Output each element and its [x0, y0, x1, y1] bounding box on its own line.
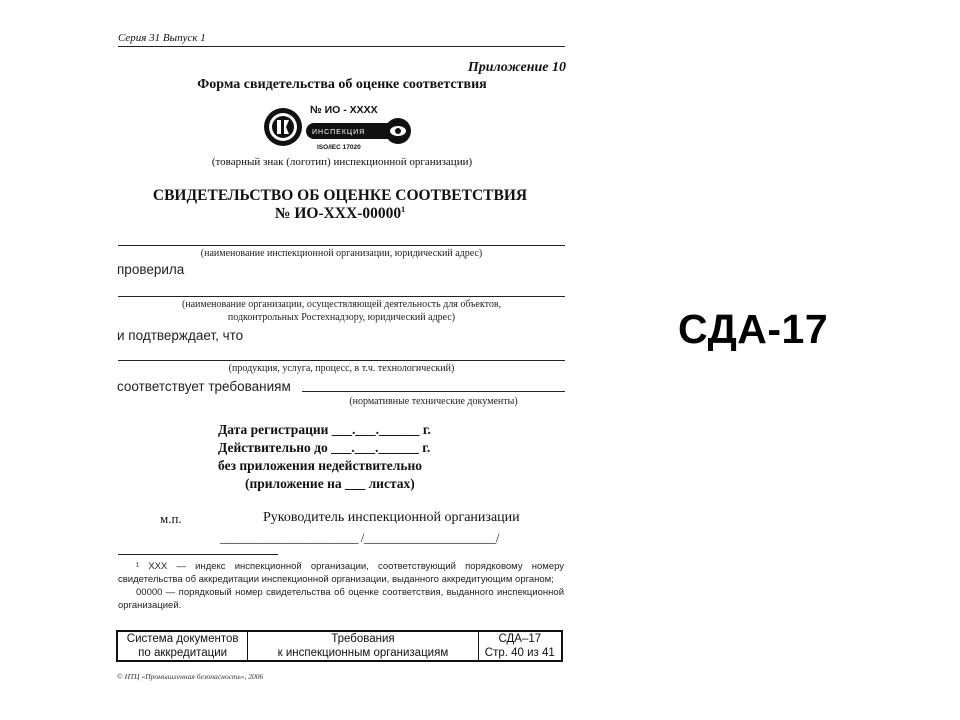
- footer-requirements-line-2: к инспекционным организациям: [277, 647, 449, 659]
- certificate-number: [120, 205, 560, 223]
- confirms-label: и подтверждает, что: [117, 328, 244, 343]
- checked-label: проверила: [117, 262, 185, 277]
- org-name-caption: (наименование инспекционной организации, юридический адрес): [200, 248, 483, 259]
- svg-text:ISO/IEC 17020: ISO/IEC 17020: [317, 144, 361, 151]
- logo-emblem: [262, 100, 422, 154]
- series-header: Серия 31 Выпуск 1: [118, 32, 206, 44]
- header-rule: [118, 46, 565, 47]
- footer-requirements-line-1: Требования: [331, 633, 395, 645]
- complies-caption: (нормативные технические документы): [349, 396, 518, 407]
- seal-mark: м.п.: [160, 511, 182, 526]
- registration-date: Дата регистрации ___.___.______ г.: [218, 422, 431, 437]
- inspection-logo: [262, 100, 422, 154]
- certificate-title: СВИДЕТЕЛЬСТВО ОБ ОЦЕНКЕ СООТВЕТСТВИЯ: [152, 187, 528, 204]
- footer-doc-code: СДА–17: [498, 633, 542, 645]
- product-line: [118, 360, 565, 361]
- product-caption: (продукция, услуга, процесс, в т.ч. технологический): [228, 363, 455, 374]
- without-appendix-note: без приложения недействительно: [218, 458, 423, 473]
- side-document-code: СДА-17: [678, 306, 829, 352]
- appendix-pages: (приложение на ___ листах): [245, 476, 415, 491]
- footnote-rule: [118, 554, 278, 555]
- checked-caption-1: (наименование организации, осуществляющей деятельность для объектов,: [181, 299, 502, 310]
- footer-system-line-1: Система документов: [126, 633, 239, 645]
- footer-cell-doc-id: [478, 631, 562, 661]
- org-name-line: [118, 245, 565, 246]
- logo-caption: (товарный знак (логотип) инспекционной организации): [211, 156, 473, 168]
- footer-table: [116, 630, 563, 662]
- valid-until: Действительно до ___.___.______ г.: [218, 440, 431, 455]
- copyright-text: © НТЦ «Промышленная безопасность», 2006: [117, 672, 264, 681]
- footnote-1: ¹ XXX — индекс инспекционной организации, соответствующий порядковому номеру свидетельства об аккредитации инспекционной организации, выданного аккредитующим органом;: [118, 561, 564, 585]
- checked-caption-2: подконтрольных Ростехнадзору, юридический адрес): [227, 312, 456, 323]
- footer-cell-system: [117, 631, 248, 661]
- footnotes: [118, 560, 564, 612]
- signature-line: _______________________ /______________________/: [220, 530, 499, 545]
- checked-line: [118, 296, 565, 297]
- footer-system-line-2: по аккредитации: [138, 647, 228, 659]
- complies-line: [302, 391, 565, 392]
- footnote-marker: 1: [401, 205, 406, 214]
- footnote-2: 00000 — порядковый номер свидетельства об оценке соответствия, выданного инспекционной организацией.: [118, 587, 564, 611]
- footer-page-number: Стр. 40 из 41: [484, 647, 555, 659]
- head-title: Руководитель инспекционной организации: [263, 510, 520, 525]
- certificate-number-text: № ИО-XXX-00000: [274, 205, 402, 223]
- footer-table-row: [117, 631, 562, 661]
- svg-text:ИНСПЕКЦИЯ: ИНСПЕКЦИЯ: [312, 129, 366, 136]
- complies-label: соответствует требованиям: [117, 379, 291, 394]
- footer-cell-requirements: [248, 631, 478, 661]
- appendix-label: Приложение 10: [467, 60, 566, 75]
- svg-text:№ ИО - XXXX: № ИО - XXXX: [310, 104, 378, 116]
- form-title: Форма свидетельства об оценке соответствия: [197, 77, 487, 92]
